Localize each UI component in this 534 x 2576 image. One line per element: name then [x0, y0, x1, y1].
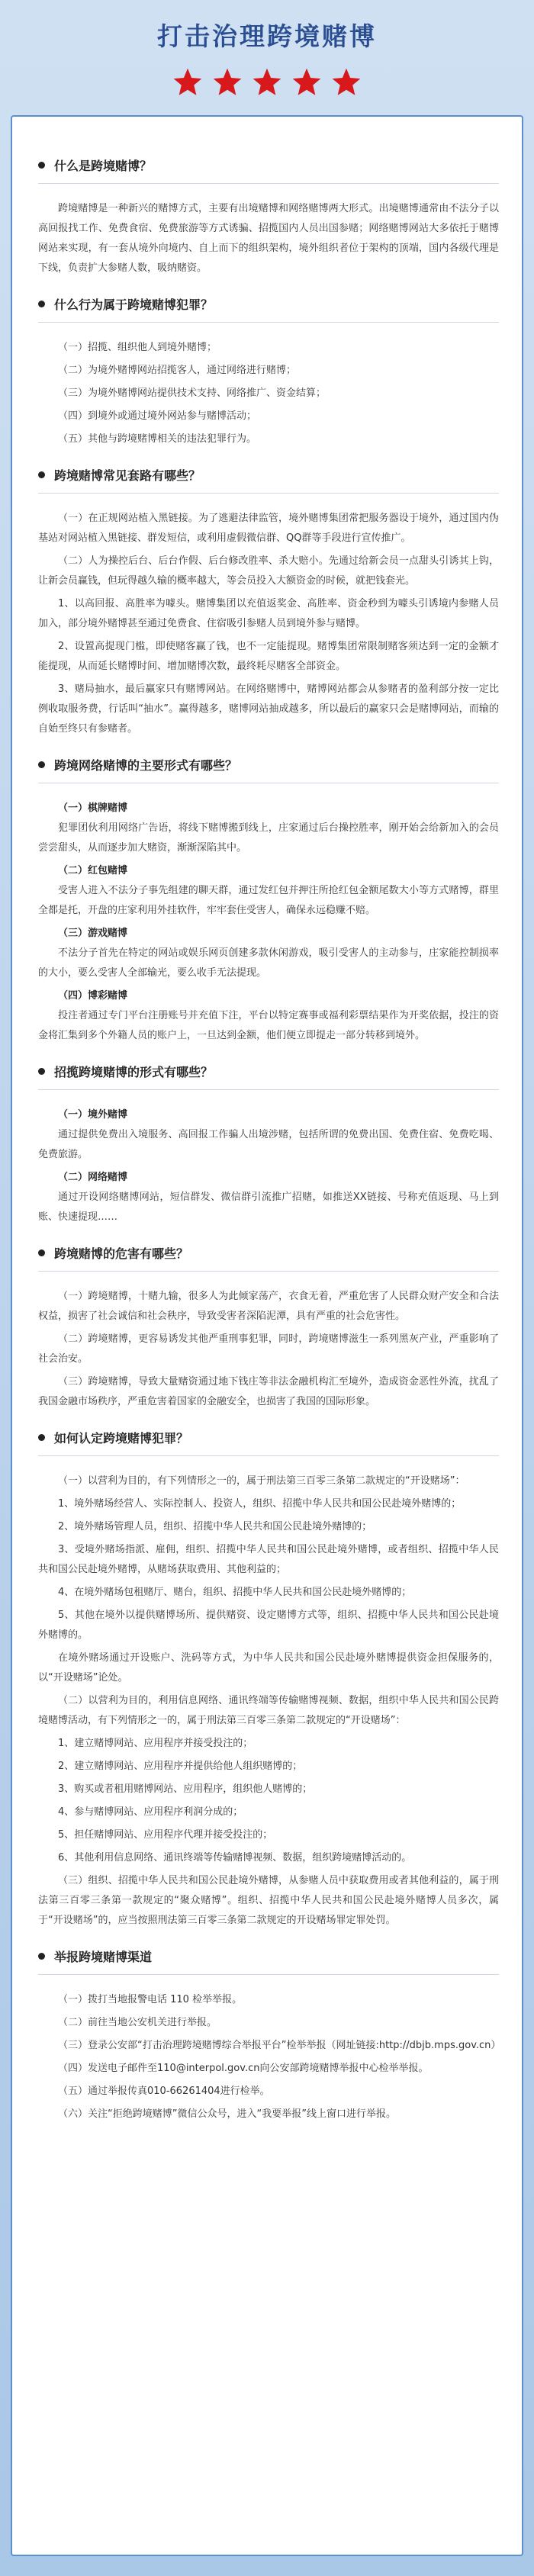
paragraph: （一）跨境赌博，十赌九输，很多人为此倾家荡产，衣食无着，严重危害了人民群众财产安全和合法权益，损害了社会诚信和社会秩序，导致受害者深陷泥潭，具有严重的社会危害性。 [38, 1291, 499, 1322]
paragraph: （三）登录公安部“打击治理跨境赌博综合举报平台”检举举报（网址链接:http://dbjb.mps.gov.cn） [58, 2040, 501, 2051]
content-card [11, 115, 523, 2556]
subsection-heading: （一）境外赌博 [58, 1109, 128, 1121]
section-divider [38, 1271, 499, 1272]
paragraph: 1、以高回报、高胜率为噱头。赌博集团以充值返奖金、高胜率、资金秒到为噱头引诱境内参赌人员加入，部分境外赌博甚至通过免费食、住宿吸引参赌人员到境外参与赌博。 [38, 598, 499, 629]
paragraph: （三）组织、招揽中华人民共和国公民赴境外赌博，从参赌人员中获取费用或者其他利益的，属于刑法第三百零三条第一款规定的“聚众赌博”。组织、招揽中华人民共和国公民赴境外赌博人员多次，属于“开设赌场”的，应当按照刑法第三百零三条第二款规定的开设赌场罪定罪处罚。 [38, 1875, 499, 1926]
paragraph: 在境外赌场通过开设账户、洗码等方式，为中华人民共和国公民赴境外赌博提供资金担保服务的，以“开设赌场”论处。 [38, 1652, 499, 1684]
section-title [38, 756, 499, 773]
paragraph: 跨境赌博是一种新兴的赌博方式，主要有出境赌博和网络赌博两大形式。出境赌博通常由不法分子以高回报找工作、免费食宿、免费旅游等方式诱骗、招揽国内人员出国参赌；网络赌博网站大多依托于赌博网站来实现，有一套从境外向境内、自上而下的组织架构，境外组织者位于架构的顶端，国内各级代理是下线，负责扩大参赌人数，吸纳赌资。 [38, 203, 499, 274]
page-title: 打击治理跨境赌博 [157, 21, 377, 51]
paragraph: 3、受境外赌场指派、雇佣，组织、招揽中华人民共和国公民赴境外赌博，或者组织、招揽中华人民共和国公民赴境外赌博，从赌场获取费用、其他利益的； [38, 1544, 499, 1575]
section-title-text: 举报跨境赌博渠道 [54, 1950, 153, 1964]
section [38, 1947, 499, 2124]
paragraph: 4、参与赌博网站、应用程序利润分成的； [58, 1806, 243, 1818]
section [38, 466, 499, 739]
paragraph: 1、建立赌博网站、应用程序并接受投注的； [58, 1738, 253, 1749]
paragraph: （四）发送电子邮件至110@interpol.gov.cn向公安部跨境赌博举报中心检举举报。 [58, 2063, 429, 2074]
paragraph: （一）在正规网站植入黑链接。为了逃避法律监管，境外赌博集团常把服务器设于境外，通过国内伪基站对网站植入黑链接、群发短信，或利用虚假微信群、QQ群等手段进行宣传推广。 [38, 513, 499, 544]
bullet-dot-icon [38, 162, 45, 169]
paragraph: （一）以营利为目的，有下列情形之一的，属于刑法第三百零三条第二款规定的“开设赌场”： [58, 1475, 465, 1487]
paragraph: 2、设置高提现门槛，即使赌客赢了钱，也不一定能提现。赌博集团常限制赌客须达到一定的金额才能提现，从而延长赌博时间、增加赌博次数，最终耗尽赌客全部资金。 [38, 641, 499, 672]
star-icon [330, 66, 362, 98]
paragraph: 不法分子首先在特定的网站或娱乐网页创建多款休闲游戏，吸引受害人的主动参与，庄家能控制损率的大小，要么受害人全部输光，要么收手无法提现。 [38, 947, 499, 979]
paragraph: 3、赌局抽水，最后赢家只有赌博网站。在网络赌博中，赌博网站都会从参赌者的盈利部分按一定比例收取服务费，行话叫“抽水”。赢得越多，赌博网站抽成越多，所以最后的赢家只会是赌博网站，而输的自始至终只有参赌者。 [38, 683, 499, 735]
star-row [0, 66, 534, 98]
section-divider [38, 1089, 499, 1090]
paragraph: 3、购买或者租用赌博网站、应用程序，组织他人赌博的； [58, 1783, 313, 1795]
section-title [38, 1244, 499, 1262]
section-divider [38, 183, 499, 184]
paragraph: 通过提供免费出入境服务、高回报工作骗人出境涉赌，包括所谓的免费出国、免费住宿、免费吃喝、免费旅游。 [38, 1129, 499, 1160]
paragraph: （六）关注“拒绝跨境赌博”微信公众号，进入“我要举报”线上窗口进行举报。 [58, 2108, 396, 2120]
paragraph: 2、境外赌场管理人员，组织、招揽中华人民共和国公民赴境外赌博的； [58, 1521, 372, 1532]
section [38, 1244, 499, 1412]
subsection-heading: （二）红包赌博 [58, 865, 128, 876]
bullet-dot-icon [38, 761, 45, 768]
paragraph: 通过开设网络赌博网站，短信群发、微信群引流推广招赌，如推送XX链接、号称充值返现、马上到账、快速提现…… [38, 1192, 499, 1223]
paragraph: （二）前往当地公安机关进行举报。 [58, 2017, 217, 2028]
header [0, 0, 534, 111]
section-title-text: 跨境网络赌博的主要形式有哪些？ [54, 758, 238, 773]
paragraph: 6、其他利用信息网络、通讯终端等传输赌博视频、数据，组织跨境赌博活动的。 [58, 1852, 412, 1864]
section-title [38, 1947, 499, 1965]
section-title-text: 什么行为属于跨境赌博犯罪？ [54, 297, 214, 312]
section-title [38, 466, 499, 484]
paragraph: （五）通过举报传真010-66261404进行检举。 [58, 2086, 270, 2097]
bullet-dot-icon [38, 1953, 45, 1960]
section-title-text: 如何认定跨境赌博犯罪？ [54, 1431, 189, 1446]
section-title [38, 1429, 499, 1446]
section-title-text: 跨境赌博的危害有哪些？ [54, 1246, 189, 1261]
paragraph: 1、境外赌场经营人、实际控制人、投资人，组织、招揽中华人民共和国公民赴境外赌博的； [58, 1498, 462, 1510]
paragraph: 受害人进入不法分子事先组建的聊天群，通过发红包并押注所抢红包金额尾数大小等方式赌博，群里全都是托，开盘的庄家利用外挂软件，牢牢套住受害人，确保永远稳赚不赔。 [38, 885, 499, 916]
paragraph: （三）跨境赌博，导致大量赌资通过地下钱庄等非法金融机构汇至境外，造成资金恶性外流，扰乱了我国金融市场秩序，严重危害着国家的金融安全，也损害了我国的国际形象。 [38, 1376, 499, 1407]
section [38, 756, 499, 1046]
bullet-dot-icon [38, 1249, 45, 1256]
star-icon [211, 66, 243, 98]
section [38, 156, 499, 278]
subsection-heading: （四）博彩赌博 [58, 990, 128, 1002]
paragraph: 5、其他在境外以提供赌博场所、提供赌资、设定赌博方式等，组织、招揽中华人民共和国公民赴境外赌博的。 [38, 1610, 499, 1641]
section-title-text: 招揽跨境赌博的形式有哪些？ [54, 1065, 214, 1079]
subsection-heading: （三）游戏赌博 [58, 928, 128, 939]
subsection-heading: （一）棋牌赌博 [58, 802, 128, 814]
section-title [38, 295, 499, 313]
bullet-dot-icon [38, 301, 45, 307]
paragraph: （二）跨境赌博，更容易诱发其他严重刑事犯罪，同时，跨境赌博滋生一系列黑灰产业，严重影响了社会治安。 [38, 1333, 499, 1365]
paragraph: 5、担任赌博网站、应用程序代理并接受投注的； [58, 1829, 273, 1841]
paragraph: （五）其他与跨境赌博相关的违法犯罪行为。 [58, 433, 257, 445]
bullet-dot-icon [38, 1068, 45, 1075]
paragraph: （二）人为操控后台、后台作假、后台修改胜率、杀大赔小。先通过给新会员一点甜头引诱其上钩，让新会员赢钱，但玩得越久输的概率越大，等会员投入大额资金的时候，就把钱套光。 [38, 555, 499, 587]
section [38, 1063, 499, 1227]
section-divider [38, 322, 499, 323]
paragraph: 投注者通过专门平台注册账号并充值下注，平台以特定赛事或福利彩票结果作为开奖依据，投注的资金将汇集到多个外籍人员的账户上，一旦达到金额，他们便立即提走一部分转移到境外。 [38, 1010, 499, 1041]
star-icon [172, 66, 204, 98]
star-icon [251, 66, 283, 98]
paragraph: （二）以营利为目的，利用信息网络、通讯终端等传输赌博视频、数据，组织中华人民共和国公民跨境赌博活动，有下列情形之一的，属于刑法第三百零三条第二款规定的“开设赌场”： [38, 1695, 499, 1726]
paragraph: 2、建立赌博网站、应用程序并提供给他人组织赌博的； [58, 1761, 303, 1772]
bullet-dot-icon [38, 1434, 45, 1441]
section [38, 295, 499, 449]
paragraph: （二）为境外赌博网站招揽客人，通过网络进行赌博； [58, 365, 297, 376]
section-divider [38, 1455, 499, 1456]
paragraph: （一）拨打当地报警电话 110 检举举报。 [58, 1994, 243, 2005]
subsection-heading: （二）网络赌博 [58, 1172, 128, 1183]
paragraph: （一）招揽、组织他人到境外赌博； [58, 342, 217, 353]
star-icon [291, 66, 323, 98]
section-divider [38, 1974, 499, 1975]
section-title-text: 什么是跨境赌博？ [54, 159, 153, 173]
paragraph: 犯罪团伙利用网络广告语，将线下赌博搬到线上，庄家通过后台操控胜率，刚开始会给新加入的会员尝尝甜头，从而逐步加大赌资，渐渐深陷其中。 [38, 822, 499, 854]
paragraph: （四）到境外或通过境外网站参与赌博活动； [58, 410, 257, 422]
section-title-text: 跨境赌博常见套路有哪些？ [54, 468, 201, 483]
section [38, 1429, 499, 1931]
section-divider [38, 493, 499, 494]
paragraph: 4、在境外赌场包租赌厅、赌台，组织、招揽中华人民共和国公民赴境外赌博的； [58, 1587, 412, 1598]
section-title [38, 156, 499, 174]
section-title [38, 1063, 499, 1080]
bullet-dot-icon [38, 471, 45, 478]
paragraph: （三）为境外赌博网站提供技术支持、网络推广、资金结算； [58, 388, 327, 399]
